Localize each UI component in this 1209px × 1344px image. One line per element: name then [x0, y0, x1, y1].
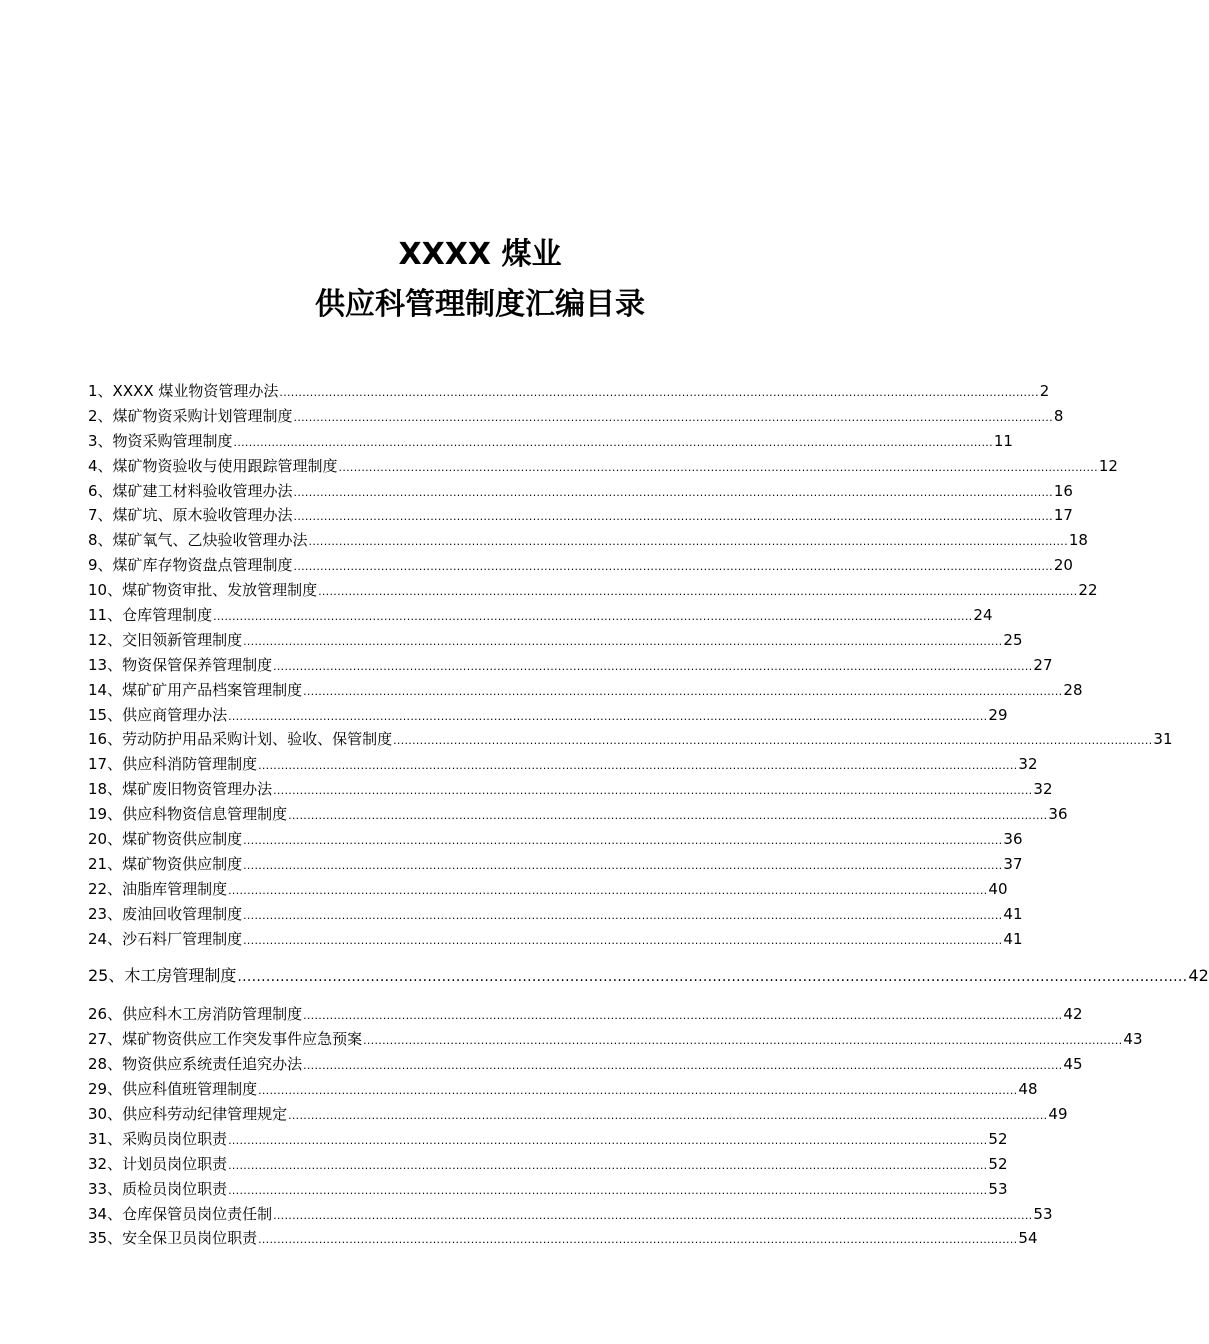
toc-entry-title: 35、安全保卫员岗位职责	[88, 1229, 258, 1248]
toc-entry[interactable]	[88, 653, 1053, 678]
toc-entry[interactable]	[88, 1077, 1038, 1102]
toc-entry[interactable]	[88, 454, 1118, 479]
toc-dot-leader: ........................................................................................................................................................................................................	[228, 1158, 988, 1172]
toc-entry[interactable]	[88, 703, 1008, 728]
toc-entry-title: 12、交旧领新管理制度	[88, 630, 243, 649]
toc-entry[interactable]	[88, 628, 1023, 653]
toc-page-number: 17	[1053, 506, 1073, 525]
toc-dot-leader: ........................................................................................................................................................................................................	[243, 634, 1003, 648]
toc-entry-title: 32、计划员岗位职责	[88, 1154, 228, 1173]
toc-entry-title: 18、煤矿废旧物资管理办法	[88, 780, 273, 799]
toc-dot-leader: ........................................................................................................................................................................................................	[363, 1034, 1123, 1048]
toc-entry[interactable]	[88, 578, 1098, 603]
toc-entry[interactable]	[88, 1002, 1083, 1027]
toc-entry[interactable]	[88, 902, 1023, 927]
toc-page-number: 18	[1068, 531, 1088, 550]
toc-page-number: 37	[1003, 854, 1023, 873]
toc-entry-title: 13、物资保管保养管理制度	[88, 655, 273, 674]
toc-page-number: 8	[1053, 406, 1064, 425]
toc-entry-title: 7、煤矿坑、原木验收管理办法	[88, 506, 293, 525]
toc-entry[interactable]	[88, 877, 1008, 902]
toc-entry[interactable]	[88, 603, 993, 628]
toc-dot-leader: ........................................................................................................................................................................................................	[293, 410, 1053, 424]
toc-dot-leader: ........................................................................................................................................................................................................	[338, 460, 1098, 474]
toc-entry-title: 29、供应科值班管理制度	[88, 1080, 258, 1099]
toc-entry-title: 17、供应科消防管理制度	[88, 755, 258, 774]
toc-entry[interactable]	[88, 964, 1209, 989]
toc-entry-title: 22、油脂库管理制度	[88, 879, 228, 898]
toc-dot-leader: ........................................................................................................................................................................................................	[228, 709, 988, 723]
toc-entry[interactable]	[88, 553, 1073, 578]
toc-dot-leader: ........................................................................................................................................................................................................	[228, 1133, 988, 1147]
toc-dot-leader: ........................................................................................................................................................................................................	[243, 834, 1003, 848]
document-subtitle: 供应科管理制度汇编目录	[315, 287, 645, 322]
toc-entry-title: 11、仓库管理制度	[88, 606, 213, 625]
toc-entry-title: 20、煤矿物资供应制度	[88, 830, 243, 849]
toc-entry-title: 1、XXXX 煤业物资管理办法	[88, 382, 279, 400]
toc-dot-leader: ........................................................................................................................................................................................................	[228, 1183, 988, 1197]
toc-page-number: 40	[988, 879, 1008, 898]
toc-entry-title: 6、煤矿建工材料验收管理办法	[88, 481, 293, 500]
toc-entry-title: 24、沙石料厂管理制度	[88, 929, 243, 948]
toc-entry-title: 33、质检员岗位职责	[88, 1179, 228, 1198]
toc-entry-title: 28、物资供应系统责任追究办法	[88, 1055, 303, 1074]
toc-dot-leader: ........................................................................................................................................................................................................	[293, 560, 1053, 574]
toc-dot-leader: ........................................................................................................................................................................................................	[293, 485, 1053, 499]
toc-entry-title: 8、煤矿氧气、乙炔验收管理办法	[88, 531, 308, 550]
toc-page-number: 36	[1048, 805, 1068, 824]
toc-entry[interactable]	[88, 1052, 1083, 1077]
toc-entry[interactable]	[88, 404, 1064, 429]
toc-entry[interactable]	[88, 1152, 1008, 1177]
toc-dot-leader: ........................................................................................................................................................................................................	[288, 809, 1048, 823]
toc-page-number: 12	[1098, 456, 1118, 475]
toc-entry-title: 26、供应科木工房消防管理制度	[88, 1005, 303, 1024]
toc-dot-leader: ........................................................................................................................................................................................................	[303, 684, 1063, 698]
toc-entry[interactable]	[88, 1226, 1038, 1251]
table-of-contents	[88, 379, 1209, 1251]
toc-dot-leader: ........................................................................................................................................................................................................	[303, 1009, 1063, 1023]
toc-page-number: 54	[1018, 1229, 1038, 1248]
toc-entry[interactable]	[88, 752, 1038, 777]
toc-page-number: 2	[1039, 382, 1050, 400]
toc-dot-leader: ........................................................................................................................................................................................................	[258, 1084, 1018, 1098]
toc-page-number: 25	[1003, 630, 1023, 649]
toc-entry[interactable]	[88, 503, 1073, 528]
document-title: XXXX 煤业	[398, 237, 562, 272]
toc-entry-title: 10、煤矿物资审批、发放管理制度	[88, 581, 318, 600]
toc-entry-title: 9、煤矿库存物资盘点管理制度	[88, 556, 293, 575]
toc-entry-title: 30、供应科劳动纪律管理规定	[88, 1104, 288, 1123]
toc-page-number: 52	[988, 1129, 1008, 1148]
toc-page-number: 32	[1018, 755, 1038, 774]
toc-dot-leader: ........................................................................................................................................................................................................	[273, 1208, 1033, 1222]
toc-entry-title: 15、供应商管理办法	[88, 705, 228, 724]
toc-page-number: 22	[1078, 581, 1098, 600]
toc-dot-leader: ........................................................................................................................................................................................................	[273, 784, 1033, 798]
toc-entry-title: 31、采购员岗位职责	[88, 1129, 228, 1148]
toc-entry[interactable]	[88, 678, 1083, 703]
toc-page-number: 27	[1033, 655, 1053, 674]
toc-entry[interactable]	[88, 429, 1013, 454]
toc-entry[interactable]	[88, 777, 1053, 802]
toc-entry-title: 27、煤矿物资供应工作突发事件应急预案	[88, 1030, 363, 1049]
toc-entry[interactable]	[88, 1202, 1053, 1227]
toc-dot-leader: ........................................................................................................................................................................................................	[273, 659, 1033, 673]
toc-entry-title: 2、煤矿物资采购计划管理制度	[88, 406, 293, 425]
toc-dot-leader: ........................................................................................................................................................................................................	[243, 858, 1003, 872]
toc-entry[interactable]	[88, 1177, 1008, 1202]
toc-entry[interactable]	[88, 827, 1023, 852]
toc-page-number: 11	[993, 431, 1013, 450]
toc-dot-leader: ........................................................................................................................................................................................................	[288, 1108, 1048, 1122]
toc-entry-title: 25、木工房管理制度	[88, 966, 237, 986]
toc-page-number: 49	[1048, 1104, 1068, 1123]
toc-page-number: 48	[1018, 1080, 1038, 1099]
toc-dot-leader: ........................................................................................................................................................................................................	[243, 908, 1003, 922]
toc-entry[interactable]	[88, 379, 1050, 404]
toc-entry-title: 23、废油回收管理制度	[88, 904, 243, 923]
toc-entry[interactable]	[88, 528, 1088, 553]
toc-entry[interactable]	[88, 1127, 1008, 1152]
toc-entry[interactable]	[88, 1027, 1143, 1052]
toc-entry-title: 14、煤矿矿用产品档案管理制度	[88, 680, 303, 699]
toc-entry[interactable]	[88, 1102, 1068, 1127]
toc-entry[interactable]	[88, 927, 1023, 952]
toc-page-number: 45	[1063, 1055, 1083, 1074]
toc-dot-leader: ........................................................................................................................................................................................................	[243, 933, 1003, 947]
toc-dot-leader: ........................................................................................................................................................................................................	[213, 610, 973, 624]
toc-page-number: 41	[1003, 929, 1023, 948]
toc-entry[interactable]	[88, 727, 1173, 752]
toc-page-number: 20	[1053, 556, 1073, 575]
toc-entry[interactable]	[88, 852, 1023, 877]
toc-page-number: 32	[1033, 780, 1053, 799]
toc-page-number: 53	[988, 1179, 1008, 1198]
toc-page-number: 31	[1153, 730, 1173, 749]
toc-dot-leader: ........................................................................................................................................................................................................	[308, 535, 1068, 549]
toc-page-number: 43	[1123, 1030, 1143, 1049]
toc-entry-title: 19、供应科物资信息管理制度	[88, 805, 288, 824]
toc-page-number: 29	[988, 705, 1008, 724]
toc-dot-leader: ........................................................................................................................................................................................................	[258, 759, 1018, 773]
toc-dot-leader: ........................................................................................................................................................................................................	[237, 969, 1188, 986]
toc-dot-leader: ........................................................................................................................................................................................................	[393, 734, 1153, 748]
toc-dot-leader: ........................................................................................................................................................................................................	[233, 435, 993, 449]
toc-entry-title: 3、物资采购管理制度	[88, 431, 233, 450]
toc-entry[interactable]	[88, 479, 1073, 504]
toc-entry[interactable]	[88, 802, 1068, 827]
toc-page-number: 24	[973, 606, 993, 625]
toc-entry-title: 34、仓库保管员岗位责任制	[88, 1204, 273, 1223]
toc-entry-title: 4、煤矿物资验收与使用跟踪管理制度	[88, 456, 338, 475]
toc-page-number: 28	[1063, 680, 1083, 699]
toc-dot-leader: ........................................................................................................................................................................................................	[293, 510, 1053, 524]
toc-entry-title: 16、劳动防护用品采购计划、验收、保管制度	[88, 730, 393, 749]
toc-page-number: 41	[1003, 904, 1023, 923]
toc-page-number: 42	[1063, 1005, 1083, 1024]
toc-page-number: 42	[1188, 966, 1209, 986]
toc-entry-title: 21、煤矿物资供应制度	[88, 854, 243, 873]
toc-page-number: 52	[988, 1154, 1008, 1173]
toc-dot-leader: ........................................................................................................................................................................................................	[258, 1233, 1018, 1247]
toc-dot-leader: ........................................................................................................................................................................................................	[303, 1059, 1063, 1073]
toc-page-number: 53	[1033, 1204, 1053, 1223]
toc-page-number: 16	[1053, 481, 1073, 500]
toc-dot-leader: ........................................................................................................................................................................................................	[318, 585, 1078, 599]
toc-dot-leader: ........................................................................................................................................................................................................	[228, 883, 988, 897]
toc-page-number: 36	[1003, 830, 1023, 849]
toc-dot-leader: ........................................................................................................................................................................................................	[279, 386, 1039, 399]
